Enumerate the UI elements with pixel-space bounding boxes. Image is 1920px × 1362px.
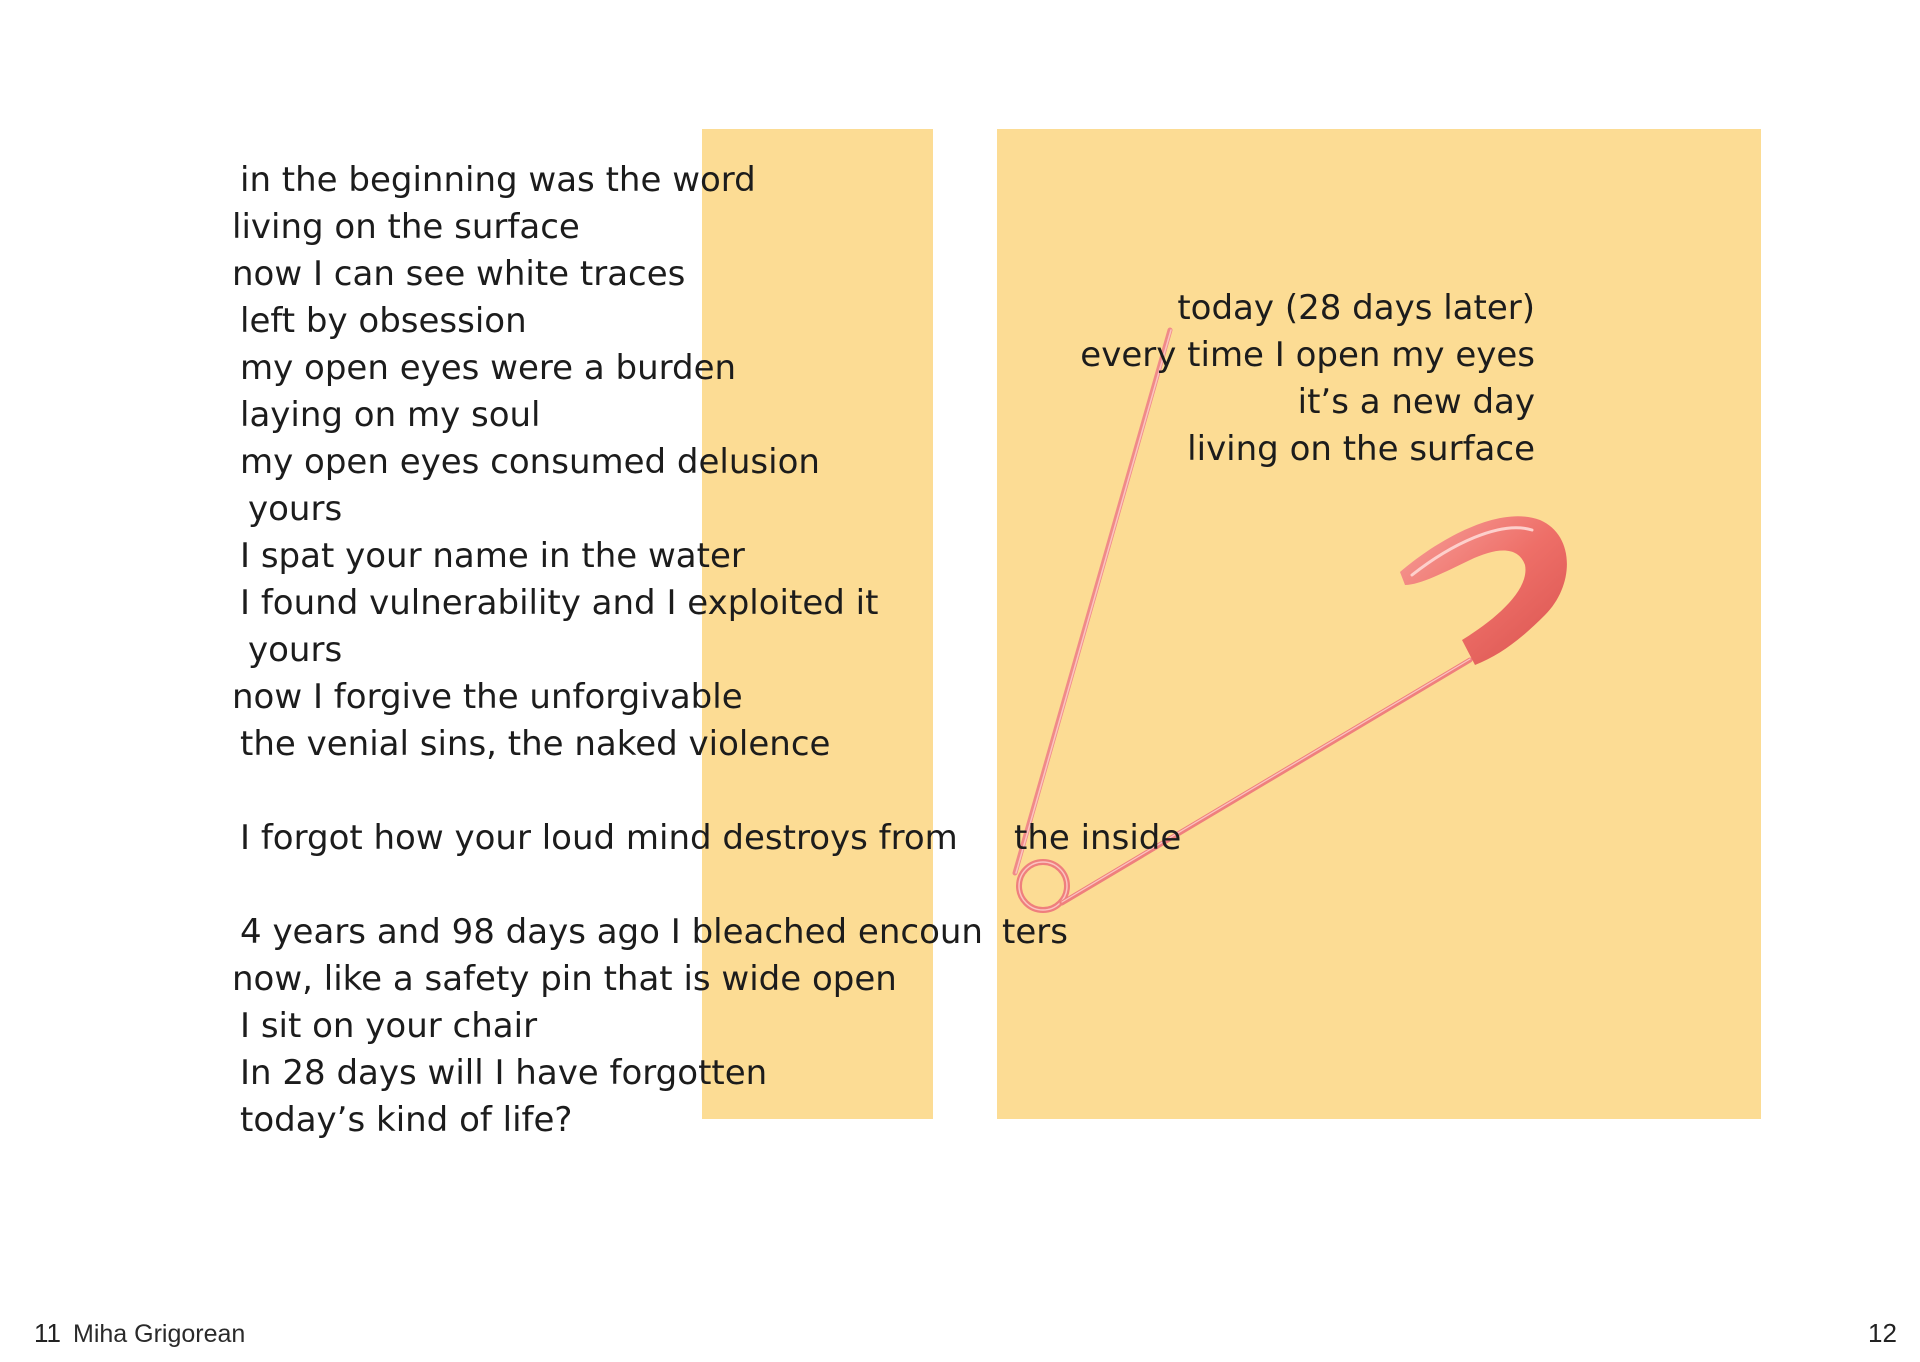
poem-line: I spat your name in the water xyxy=(240,536,745,576)
author-name: Miha Grigorean xyxy=(73,1320,246,1348)
poem-line: the venial sins, the naked violence xyxy=(240,724,831,764)
right-poem-line: it’s a new day xyxy=(1297,382,1535,422)
poem-line: my open eyes consumed delusion xyxy=(240,442,820,482)
poem-line: yours xyxy=(248,630,343,670)
poem-line: yours xyxy=(248,489,343,529)
poem-line: today’s kind of life? xyxy=(240,1100,573,1140)
poem-line: 4 years and 98 days ago I bleached encoun xyxy=(240,912,983,952)
poem-line: I sit on your chair xyxy=(240,1006,538,1046)
right-poem-line: living on the surface xyxy=(1187,429,1535,469)
poem-line: in the beginning was the word xyxy=(240,160,756,200)
page-number-left: 11 xyxy=(34,1318,61,1348)
poem-line-continuation: the inside xyxy=(1014,818,1182,858)
poem-line: left by obsession xyxy=(240,301,527,341)
poem-line: now I can see white traces xyxy=(232,254,686,294)
poem-line: living on the surface xyxy=(232,207,580,247)
poem-line: laying on my soul xyxy=(240,395,541,435)
right-poem-line: every time I open my eyes xyxy=(1080,335,1535,375)
poem-line: In 28 days will I have forgotten xyxy=(240,1053,768,1093)
page-number-right: 12 xyxy=(1868,1318,1897,1348)
right-poem-line: today (28 days later) xyxy=(1177,288,1535,328)
poem-line-continuation: ters xyxy=(1002,912,1068,952)
poem-line: my open eyes were a burden xyxy=(240,348,737,388)
poem-line: I found vulnerability and I exploited it xyxy=(240,583,879,623)
poem-line: I forgot how your loud mind destroys from xyxy=(240,818,958,858)
poem-line: now I forgive the unforgivable xyxy=(232,677,743,717)
poem-line: now, like a safety pin that is wide open xyxy=(232,959,897,999)
